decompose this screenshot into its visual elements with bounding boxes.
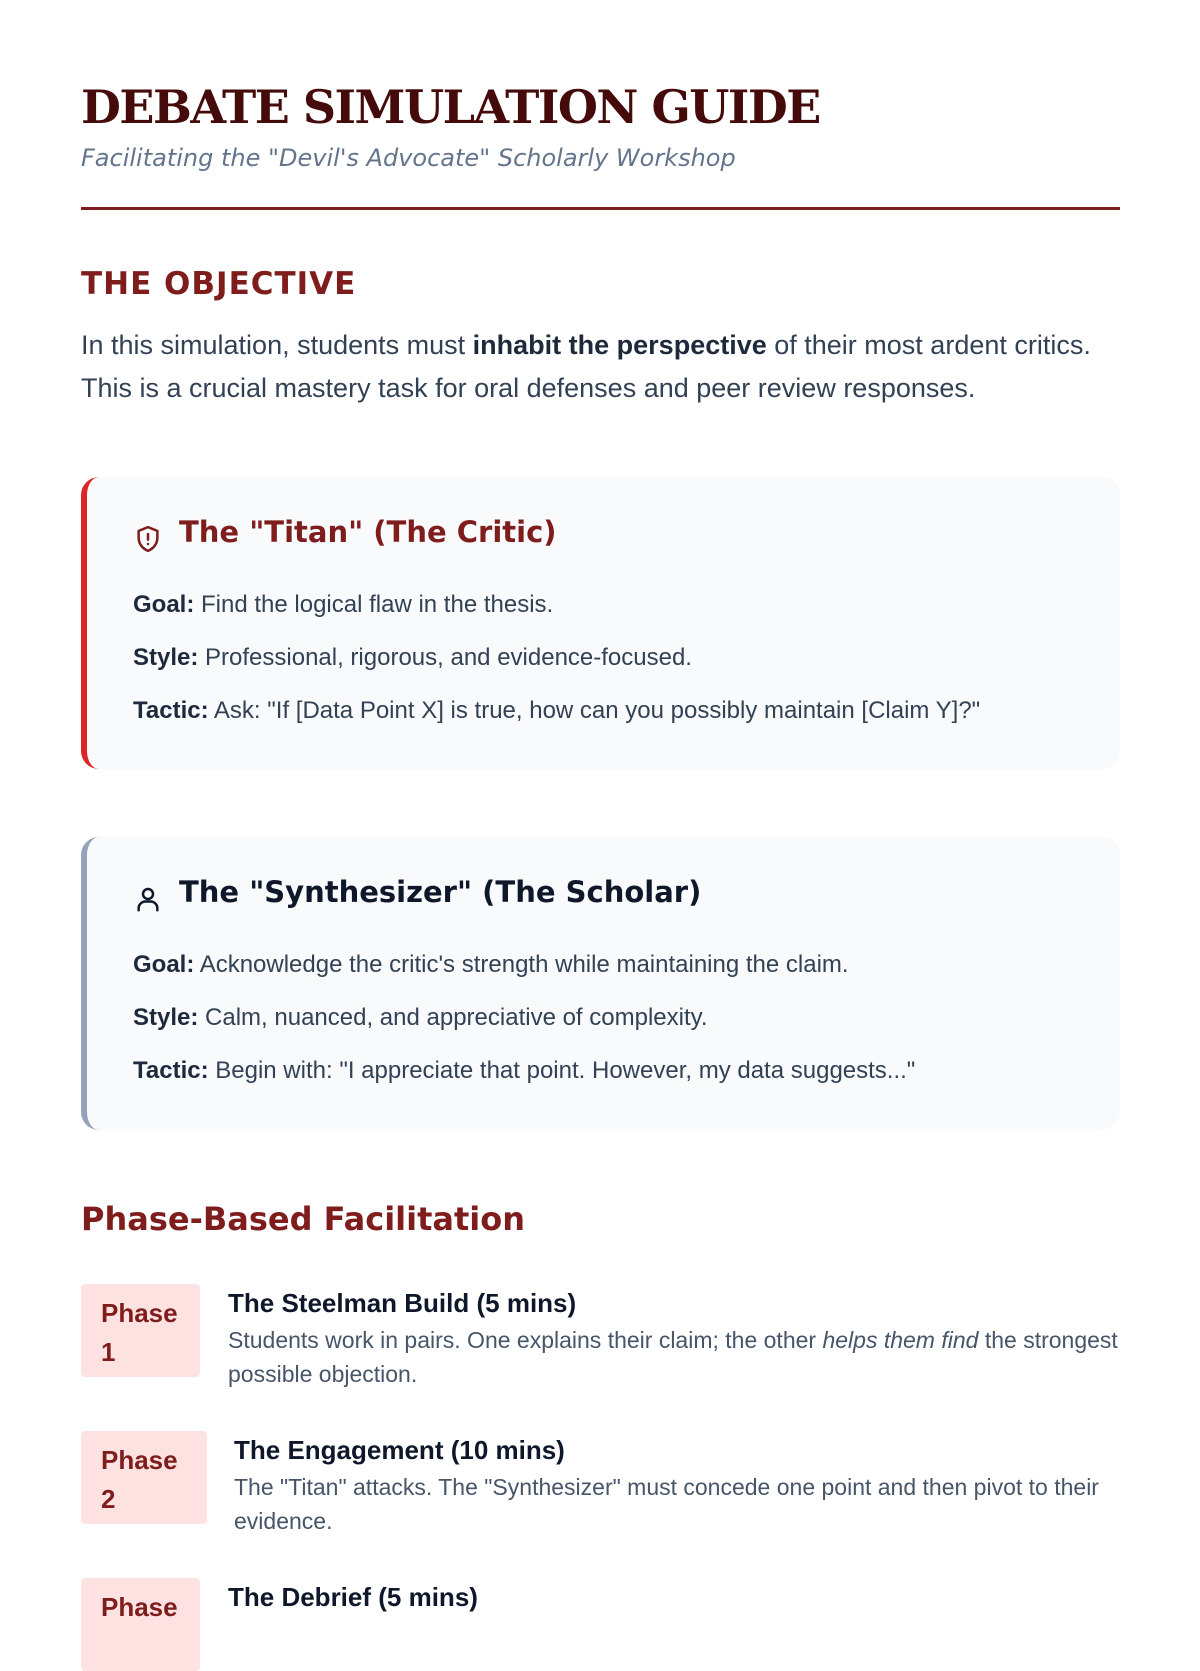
role-goal-label: Goal: (133, 591, 195, 618)
phase-desc-emphasis: helps them find (822, 1327, 979, 1353)
phase-badge-word: Phase (101, 1298, 178, 1328)
phase-badge-word: Phase (101, 1592, 178, 1622)
title-divider (81, 207, 1120, 210)
phase-badge (81, 1578, 200, 1671)
role-card-scholar (81, 837, 1120, 1130)
role-card-title: The "Synthesizer" (The Scholar) (179, 875, 702, 909)
role-card-critic (81, 477, 1120, 769)
objective-heading: THE OBJECTIVE (81, 266, 357, 302)
role-style (133, 644, 692, 672)
phase-badge (81, 1431, 207, 1524)
objective-text-emphasis: inhabit the perspective (472, 330, 767, 360)
objective-text-end: of their most ardent critics. This is a crucial mastery task for oral defenses and peer review responses. (81, 330, 1091, 403)
objective-text-start: In this simulation, students must (81, 330, 473, 360)
phase-desc-end: the strongest possible objection. (228, 1327, 1118, 1387)
user-icon (133, 884, 163, 914)
role-tactic (133, 1057, 915, 1085)
phase-badge (81, 1284, 200, 1377)
objective-text (81, 324, 1120, 410)
role-tactic-text: Begin with: "I appreciate that point. However, my data suggests..." (208, 1057, 916, 1084)
page-title: DEBATE SIMULATION GUIDE (81, 80, 820, 134)
role-style-text: Calm, nuanced, and appreciative of complexity. (198, 1004, 708, 1031)
phase-badge-number: 1 (101, 1337, 116, 1367)
phase-title: The Debrief (5 mins) (228, 1582, 478, 1612)
role-goal-text: Acknowledge the critic's strength while maintaining the claim. (194, 951, 849, 978)
page-subtitle: Facilitating the "Devil's Advocate" Scholarly Workshop (81, 144, 736, 172)
shield-alert-icon (133, 524, 163, 554)
role-goal (133, 591, 553, 619)
phase-description: The "Titan" attacks. The "Synthesizer" must concede one point and then pivot to their evidence. (234, 1474, 1099, 1534)
phase-description (228, 1323, 1120, 1391)
role-goal-text: Find the logical flaw in the thesis. (194, 591, 554, 618)
role-goal-label: Goal: (133, 951, 195, 978)
role-style-label: Style: (133, 644, 199, 671)
role-goal (133, 951, 849, 979)
phase-title: The Steelman Build (5 mins) (228, 1288, 577, 1318)
phase-title: The Engagement (10 mins) (234, 1435, 565, 1465)
role-tactic (133, 697, 980, 725)
role-style (133, 1004, 708, 1032)
phases-heading: Phase-Based Facilitation (81, 1200, 526, 1238)
role-card-title: The "Titan" (The Critic) (179, 515, 557, 549)
phase-badge-number: 2 (101, 1484, 116, 1514)
role-tactic-label: Tactic: (133, 1057, 209, 1084)
role-tactic-text: Ask: "If [Data Point X] is true, how can you possibly maintain [Claim Y]?" (208, 697, 981, 724)
role-tactic-label: Tactic: (133, 697, 209, 724)
phase-desc-start: Students work in pairs. One explains their claim; the other (228, 1327, 823, 1353)
role-style-label: Style: (133, 1004, 199, 1031)
role-style-text: Professional, rigorous, and evidence-focused. (198, 644, 692, 671)
phase-badge-word: Phase (101, 1445, 178, 1475)
